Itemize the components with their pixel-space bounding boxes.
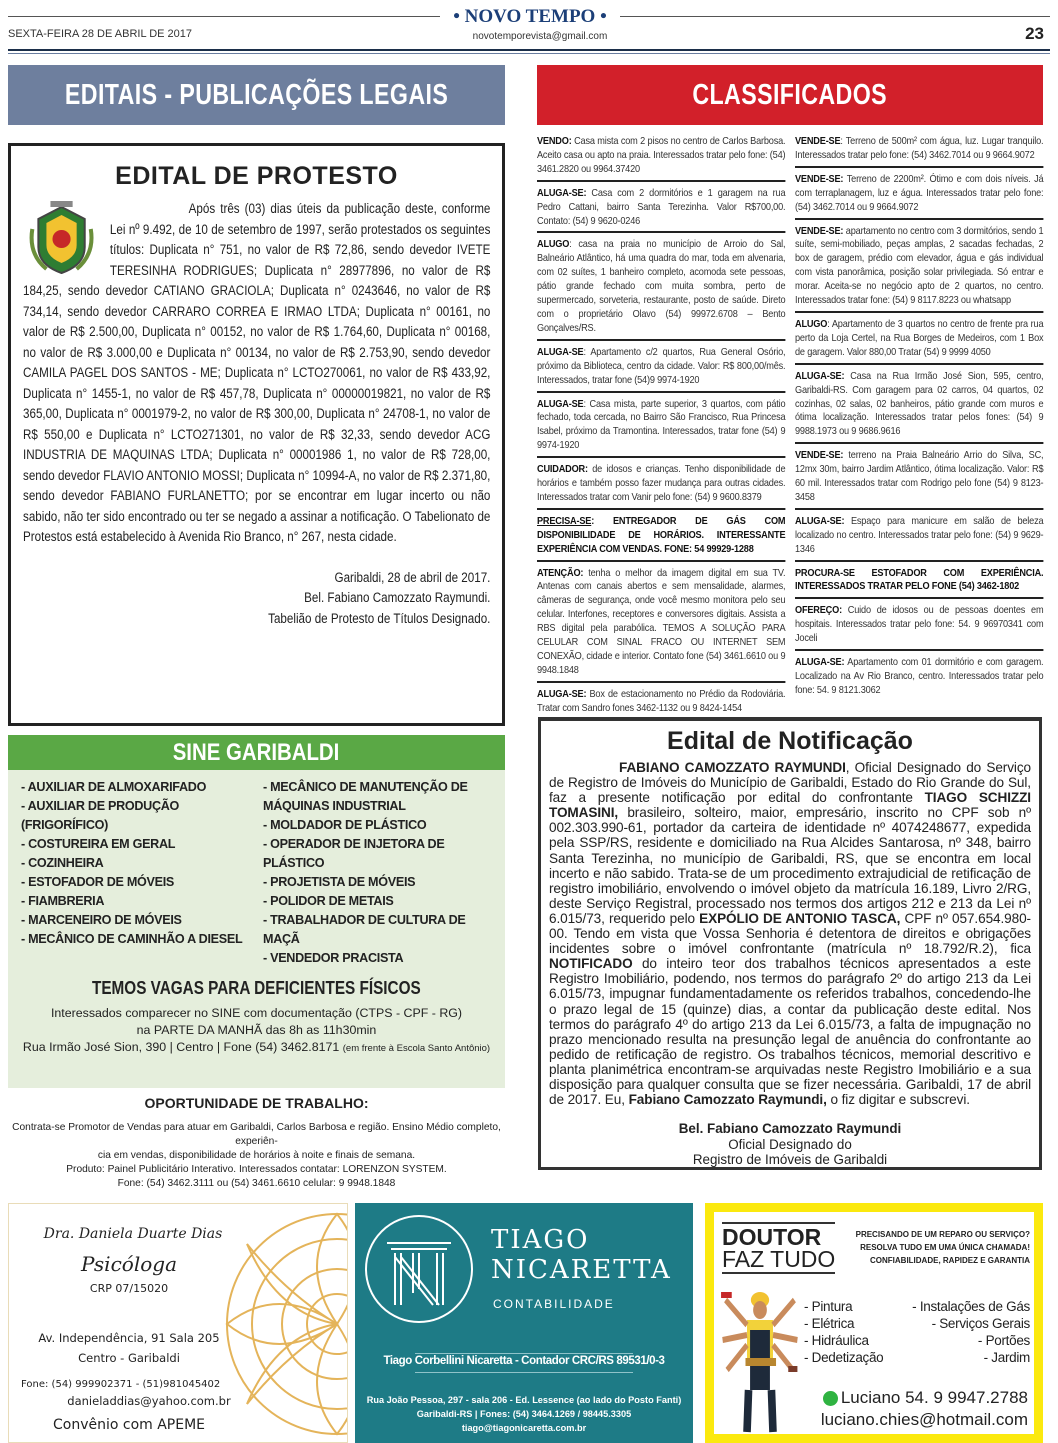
psy-convenio: Convênio com APEME: [52, 1417, 206, 1433]
sine-job-item: - COZINHEIRA: [21, 856, 104, 870]
sine-address: Rua Irmão José Sion, 390 | Centro | Fone (54) 3462.8171: [22, 1040, 340, 1054]
tn-email: tiago@tiagonicaretta.com.br: [461, 1423, 587, 1433]
sine-info-2: na PARTE DA MANHÃ das 8h as 11h30min: [136, 1023, 377, 1037]
classified-text: : Apartamento de 3 quartos no centro de frente pra rua perto da Loja Certel, na Rua Borges de Medeiros, com 1 Box de garagem. Valor 880,00 Tratar (54) 9 9999 4050: [795, 318, 1044, 358]
sine-job-item: - COSTUREIRA EM GERAL: [21, 837, 176, 851]
df-service-item: - Pintura: [804, 1299, 853, 1314]
psy-email: danieladdias@yahoo.com.br: [67, 1394, 231, 1408]
classified-label: ALUGA-SE:: [795, 370, 845, 382]
notification-body: [549, 760, 1031, 1107]
psy-address: Av. Independência, 91 Sala 205: [38, 1331, 220, 1345]
section-title: CLASSIFICADOS: [692, 78, 888, 111]
notif-bold: TIAGO SCHIZZI TOMASINI,: [549, 790, 1031, 821]
edital-de-protesto: [8, 143, 505, 726]
classified-text: Casa com 2 dormitórios e 1 garagem na rua Pedro Cattani, bairro Santa Terezinha. Valor R$700,00. Contato: (54) 9 9620-0246: [537, 187, 786, 227]
sine-garibaldi: [8, 735, 505, 1088]
whatsapp-icon: [823, 1391, 838, 1406]
classified-label: VENDE-SE:: [795, 225, 844, 237]
classified-label: ALUGA-SE:: [795, 515, 845, 527]
sine-job-item: (FRIGORÍFICO): [21, 818, 109, 832]
df-service-item: - Elétrica: [804, 1316, 855, 1331]
opportunity-title: OPORTUNIDADE DE TRABALHO:: [144, 1095, 369, 1111]
df-service-item: - Portões: [977, 1333, 1030, 1348]
classified-item: [795, 133, 1043, 168]
classified-item: [795, 654, 1043, 701]
opportunity-line: Produto: Painel Publicitário Interativo. Interessados contatar: LORENZON SYSTEM.: [66, 1164, 447, 1175]
section-header-classificados: [537, 65, 1043, 125]
sine-jobs-column-1: [21, 778, 255, 968]
classified-label: ATENÇÃO:: [537, 567, 584, 579]
df-service-item: - Hidráulica: [804, 1333, 869, 1348]
classified-label: PROCURA-SE ESTOFADOR COM EXPERIÊNCIA.: [795, 567, 1044, 579]
protest-title: EDITAL DE PROTESTO: [115, 162, 398, 190]
classified-text: Apartamento com 01 dormitório e com garagem. Localizado na Av Rio Branco, centro. Interessados tratar pelo fone: 54. 9 8121.3062: [795, 657, 1044, 696]
sine-job-item: - POLIDOR DE METAIS: [263, 894, 394, 908]
classified-label: VENDO:: [537, 136, 572, 147]
classified-text: Espaço para manicure em salão de beleza localizado no centro. Interessados tratar pelo fone: (54) 9 9629-1346: [795, 515, 1044, 555]
sine-job-item: - TRABALHADOR DE CULTURA DE MAÇÃ: [263, 913, 466, 946]
sine-job-item: - ESTOFADOR DE MÓVEIS: [21, 875, 175, 889]
classified-text: : Terreno de 500m² com água, luz. Lugar tranquilo. Interessados tratar pelo fone: (54) 3462.7014 ou 9 9664.9072: [795, 136, 1044, 161]
opportunity-line: Fone: (54) 3462.3111 ou (54) 3461.6610 celular: 9 9948.1848: [117, 1178, 396, 1189]
sine-vagas-deficientes: [8, 978, 505, 999]
edital-de-notificacao: [538, 717, 1042, 1170]
classified-item: [795, 602, 1043, 651]
classified-label: ALUGA-SE: [537, 398, 584, 410]
classified-text: INTERESSADOS TRATAR PELO FONE (54) 3462-1802: [795, 581, 1020, 593]
tn-contador: Tiago Corbellini Nicaretta - Contador CRC/RS 89531/0-3: [383, 1355, 665, 1367]
classified-item: [537, 396, 785, 459]
df-logo-1: DOUTOR: [722, 1224, 822, 1250]
brand-name: NOVO TEMPO: [464, 6, 596, 27]
classified-label: ALUGA-SE:: [537, 688, 587, 700]
sine-job-item: - MARCENEIRO DE MÓVEIS: [21, 913, 182, 927]
df-phone: [823, 1388, 1028, 1408]
oportunidade-de-trabalho: [8, 1095, 505, 1191]
sine-title: SINE GARIBALDI: [173, 739, 340, 766]
sine-job-item: - OPERADOR DE INJETORA DE: [263, 837, 445, 851]
issue-date: SEXTA-FEIRA 28 DE ABRIL DE 2017: [8, 28, 193, 40]
protest-place-date: Garibaldi, 28 de abril de 2017.: [334, 569, 491, 586]
tn-name-2: NICARETTA: [491, 1255, 672, 1285]
sine-job-item: - VENDEDOR PRACISTA: [263, 951, 404, 965]
header-double-rule: [8, 49, 1050, 54]
classified-label: VENDE-SE:: [795, 450, 844, 462]
notif-text: brasileiro, solteiro, maior, empresário, inscrito no CPF sob nº 002.303.990-61, portador da carteira de identidade nº 4074248677, expedida pela SSP/RS, residente e domiciliado na Rua Alcides Santarosa, nº 348, bairro Santa Terezinha, no município de Garibaldi, RS, que se encontra em local incerto e não sabido. Trata-se de um procedimento extrajudicial de retificação de registro imobiliário, envolvendo o imóvel objeto da matrícula 16.189, Livro 2/RG, deste Serviço Registral, processado nos termos dos artigos 212 e 213 da Lei nº 6.015/73, requerido pelo: [549, 805, 1031, 926]
classified-text: Cuido de idosos ou de pessoas doentes em hospitais. Interessados tratar pelo fone: 54. 9 96970341 com Joceli: [795, 605, 1044, 645]
newspaper-brand: • NOVO TEMPO •: [440, 6, 620, 28]
opportunity-line: Contrata-se Promotor de Vendas para atuar em Garibaldi, Carlos Barbosa e região. Ensino Médio completo, experiên-: [12, 1122, 501, 1147]
handyman-illustration-icon: [718, 1280, 802, 1440]
notif-text: , Oficial Designado do Serviço de Registro de Imóveis do Município de Garibaldi, Estado do Rio Grande do Sul, faz a presente notificação por edital do confrontante: [549, 760, 1031, 806]
section-header-editais: [8, 65, 505, 125]
classified-text: Box de estacionamento no Prédio da Rodoviária. Tratar com Sandro fones 3462-1132 ou 9 8424-1454: [537, 688, 786, 714]
notif-bold: EXPÓLIO DE ANTONIO TASCA,: [699, 910, 901, 926]
df-tagline-2: RESOLVA TUDO EM UMA ÚNICA CHAMADA!: [860, 1243, 1030, 1252]
header-email: novotemporevista@gmail.com: [472, 31, 608, 42]
classified-item: [537, 236, 785, 340]
tn-address: Rua João Pessoa, 297 - sala 206 - Ed. Lessence (ao lado do Posto Fanti): [366, 1395, 682, 1405]
classified-item: [795, 368, 1043, 445]
sine-job-item: - PROJETISTA DE MÓVEIS: [263, 875, 416, 889]
classified-label: ALUGA-SE:: [537, 187, 587, 199]
classified-label: ALUGO: [537, 239, 570, 251]
classified-item: [537, 565, 785, 683]
tn-name-1: TIAGO: [491, 1225, 590, 1255]
notification-signer: Bel. Fabiano Camozzato Raymundi: [678, 1121, 902, 1137]
df-email: luciano.chies@hotmail.com: [820, 1410, 1028, 1429]
df-service-item: - Instalações de Gás: [912, 1299, 1030, 1314]
tn-subtitle: CONTABILIDADE: [493, 1297, 615, 1311]
classified-item: [795, 316, 1043, 365]
sine-job-item: PLÁSTICO: [263, 856, 325, 870]
classified-text: de idosos e crianças. Tenho disponibilidade de horários e também posso fazer mudança para outras cidades. Interessados tratar com Vanir pelo fone: (54) 9 9600.8379: [537, 464, 786, 503]
df-tagline-3: CONFIABILIDADE, RAPIDEZ E GARANTIA: [870, 1256, 1030, 1265]
classified-item: [537, 686, 785, 719]
sine-info-1: Interessados comparecer no SINE com documentação (CTPS - CPF - RG): [50, 1006, 463, 1020]
page-number: 23: [1025, 24, 1044, 43]
psy-phone: Fone: (54) 999902371 - (51)981045402: [21, 1379, 221, 1390]
classified-item: [537, 513, 785, 562]
rs-coat-of-arms-icon: [26, 199, 97, 279]
df-phone-text: Luciano 54. 9 9947.2788: [840, 1388, 1028, 1407]
tn-phones: Garibaldi-RS | Fones: (54) 3464.1269 / 98445.3305: [416, 1409, 632, 1419]
classified-item: [795, 171, 1043, 220]
opportunity-line: cia em vendas, disponibilidade de horários à noite e finais de semana.: [97, 1150, 416, 1161]
sine-header: [8, 735, 505, 770]
sine-info-3: [8, 1039, 505, 1057]
sine-address-note: (em frente à Escola Santo Antônio): [342, 1043, 491, 1054]
psy-title: Psicóloga: [81, 1252, 177, 1276]
vagas-text: TEMOS VAGAS PARA DEFICIENTES FÍSICOS: [92, 978, 421, 998]
df-service-item: - Dedetização: [804, 1350, 884, 1365]
classified-label: VENDE-SE: [795, 136, 841, 147]
notif-bold: NOTIFICADO: [549, 956, 633, 972]
classified-text: : casa na praia no município de Arroio do Sal, Balneário Atlântico, há uma quadra do mar, toda em alvenaria, com 02 suítes, 1 banheiro completo, acomoda sete pessoas, pátio grande fechado com muita sombra, perto de supermercado, sorveteria, restaurante, posto de saúde. Direto com o proprietário Olavo (54) 99972.6708 – Bento Gonçalves/RS.: [537, 239, 786, 334]
df-services-left: [804, 1298, 883, 1366]
classified-label: PRECISA-SE: [537, 515, 592, 527]
sine-jobs-column-2: [263, 778, 497, 968]
classified-label: OFEREÇO:: [795, 605, 842, 617]
classified-text: Casa mista com 2 pisos no centro de Carlos Barbosa. Aceito casa ou apto na praia. Interessados tratar pelo fone: (54) 3461.2820 ou 9964.37420: [537, 136, 786, 175]
classified-text: terreno na Praia Balneário Arrio do Silva, SC, 12mx 30m, bairro Jardim Atlântico, ótima localização. Valor: R$ 60 mil. Interessados tratar com Rodrigo pelo fone (54) 9 8123-3458: [795, 450, 1044, 503]
section-title: EDITAIS - PUBLICAÇÕES LEGAIS: [64, 78, 449, 111]
psy-crp: CRP 07/15020: [89, 1282, 169, 1295]
psy-name: Dra. Daniela Duarte Dias: [43, 1226, 223, 1242]
classified-text: : ENTREGADOR DE GÁS COM DISPONIBILIDADE DE HORÁRIOS. INTERESSANTE EXPERIÊNCIA COM VENDAS. FONE: 54 99929-1288: [537, 515, 786, 555]
classified-item: [795, 513, 1043, 562]
sine-job-item: MÁQUINAS INDUSTRIAL: [263, 799, 406, 813]
notification-title: Edital de Notificação: [667, 727, 913, 755]
protest-signer: Bel. Fabiano Camozzato Raymundi.: [304, 590, 491, 606]
df-services: [804, 1298, 1030, 1366]
notif-text: o fiz digitar e subscrevi.: [826, 1092, 970, 1108]
protest-content: [23, 199, 490, 629]
df-tagline-1: PRECISANDO DE UM REPARO OU SERVIÇO?: [855, 1230, 1030, 1239]
classified-item: [795, 223, 1043, 313]
df-service-item: - Serviços Gerais: [931, 1316, 1030, 1331]
sine-job-item: - MOLDADOR DE PLÁSTICO: [263, 818, 427, 832]
classified-text: Casa na Rua Irmão José Sion, 595, centro, Garibaldi-RS. Com garagem para 02 carros, 04 quartos, 02 cozinhas, 02 salas, 02 banheiros, pátio grande com muros e ótima localização. Interessados tratar pelos fones: (54) 9 9988.1973 ou 9 9686.9616: [795, 370, 1044, 438]
df-service-item: - Jardim: [983, 1350, 1030, 1365]
protest-body: Após três (03) dias úteis da publicação deste, conforme Lei nº 9.492, de 10 de setembro de 1997, serão protestados os seguintes títulos: Duplicata n° 751, no valor de R$ 72,86, sendo devedor IVETE TERESINHA RODRIGUES; Duplicata n° 28977896, no valor de R$ 184,25, sendo devedor CATIANO GRACIOLA; Duplicata n° 0243646, no valor de R$ 734,14, sendo devedor CARRARO CORREA E IRMAO LTDA; Duplicata n° 00161, no valor de R$ 2.500,00, Duplicata n° 00152, no valor de R$ 1.764,60, Duplicata n° 00168, no valor de R$ 3.000,00 e Duplicata n° 00134, no valor de R$ 2.753,90, sendo devedor CAMILA PAGEL DOS SANTOS - ME; Duplicata n° LCTO270061, no valor de R$ 433,92, Duplicata n° 1455-1, no valor de R$ 457,78, Duplicata n° 00000019821, no valor de R$ 365,00, Duplicata n° 0001979-2, no valor de R$ 300,00, Duplicata n° 24708-1, no valor de R$ 550,00 e Duplicata n° LCTO271301, no valor de R$ 32,33, sendo devedor ACG INDUSTRIA DE MAQUINAS LTDA; Duplicata n° 00001986 1, no valor de R$ 728,00, sendo devedor FLAVIO ANTONIO MOSSI; Duplicata n° 10994-A, no valor de R$ 2.371,80, sendo devedor FABIANO FURLANETTO; por se encontrar em lugar incerto ou não sabido, não ter sido encontrado ou ter se negado a assinar a notificação. O Tabelionato de Protestos está estabelecido à Avenida Rio Branco, n° 267, nesta cidade.: [23, 201, 491, 545]
classified-text: : Apartamento c/2 quartos, Rua General Osório, próximo da Biblioteca, centro da cidade. Valor: R$ 800,00/mês. Interessados, tratar fone (54)9 9974-1920: [537, 346, 786, 386]
classified-label: ALUGA-SE:: [795, 657, 845, 669]
ad-psicologa: [8, 1203, 348, 1443]
ad-doutor-faz-tudo: [705, 1203, 1043, 1443]
protest-signer-role: Tabelião de Protesto de Títulos Designado.: [268, 610, 491, 627]
classified-label: ALUGA-SE: [537, 346, 584, 358]
notif-text: CPF nº 057.654.980-00. Tendo em vista que Vossa Senhoria é detentora de direitos e obrigações incidentes sobre o imóvel confrontante (matrícula nº 18.792/R.2), fica: [549, 910, 1031, 957]
classified-label: ALUGO: [795, 318, 828, 330]
classified-item: [537, 185, 785, 234]
notification-signer-office: Registro de Imóveis de Garibaldi: [692, 1152, 888, 1168]
sine-job-item: - AUXILIAR DE PRODUÇÃO: [21, 799, 180, 813]
classified-item: [795, 565, 1043, 600]
df-services-right: [912, 1298, 1030, 1366]
sine-job-item: - MECÂNICO DE CAMINHÃO A DIESEL: [21, 932, 243, 946]
classified-text: : Casa mista, parte superior, 3 quartos, com pátio fechado, toda cercada, no Bairro São Francisco, Rua Princesa Isabel, próximo da Tramontina. Interessados, tratar fone (54) 9 9974-1920: [537, 398, 786, 452]
classified-item: [537, 344, 785, 393]
classified-text: apartamento no centro com 3 dormitórios, sendo 1 suíte, semi-mobiliado, peças amplas, 2 sacadas fechadas, 2 box de garagem, prédio com elevador, água e gás individual com vista panorâmica, posição solar privilegiada. Só entrar e morar. Aceita-se no negócio apto de 2 quartos, no centro. Interessados tratar fone: (54) 9 8117.8223 ou whatsapp: [795, 225, 1044, 307]
classified-text: tenha o melhor da imagem digital em sua TV. Antenas com canais abertos e sem mensalidade, alarmes, câmeras de segurança, onde você mesmo monitora pelo seu celular. Interfones, receptores e conversores digitais. Assista a RBS digital pela parabólica. TEMOS A SOLUÇÃO PARA CELULAR COM SINAL FRACO OU INTERNET SEM CONEXÃO, cidade e interior. Contato fone (54) 3461.6610 ou 9 9948.1848: [537, 567, 786, 676]
classified-item: [795, 447, 1043, 510]
sine-job-item: - AUXILIAR DE ALMOXARIFADO: [21, 780, 207, 794]
tn-monogram-logo-icon: [363, 1213, 475, 1325]
df-logo-2: FAZ TUDO: [722, 1246, 836, 1272]
classified-label: VENDE-SE:: [795, 173, 844, 185]
notification-signer-role: Oficial Designado do: [728, 1136, 852, 1152]
sine-job-item: - FIAMBRERIA: [21, 894, 105, 908]
classified-label: CUIDADOR:: [537, 464, 588, 476]
notif-bold: FABIANO CAMOZZATO RAYMUNDI: [619, 760, 846, 775]
ad-tiago-nicaretta: [355, 1203, 693, 1443]
notif-bold: Fabiano Camozzato Raymundi,: [628, 1092, 827, 1108]
sine-job-item: - MECÂNICO DE MANUTENÇÃO DE: [263, 780, 468, 794]
classifieds-column-right: [795, 133, 1043, 704]
classified-item: [537, 461, 785, 510]
classified-item: [537, 133, 785, 182]
psy-city: Centro - Garibaldi: [78, 1351, 180, 1365]
classified-text: Terreno de 2200m². Ótimo e com dois níveis. Já com terraplanagem, luz e água. Interessados tratar pelo fone: (54) 3462.7014 ou 9 9664.9072: [795, 173, 1044, 213]
classifieds-column-left: [537, 133, 785, 722]
notif-text: do inteiro teor dos trabalhos técnicos apresentados a este Registro Imobiliário, podendo, nos termos do parágrafo 2º do artigo 213 da Lei 6.015/73, impugnar fundamentadamente os referidos trabalhos, concedendo-lhe o prazo legal de 15 (quinze) dias, a contar da publicação deste edital. Nos termos do parágrafo 4º do artigo 213 da Lei 6.015/73, a falta de impugnação no prazo mencionado resulta na presunção legal de anuência do confrontante ao pedido de retificação de registro. Os trabalhos técnicos, memorial descritivo e planta planimétrica encontram-se arquivadas neste Registro Imobiliário e a sua disposição para qualquer consulta que se fizer necessária. Garibaldi, 17 de abril de 2017. Eu,: [549, 956, 1031, 1108]
